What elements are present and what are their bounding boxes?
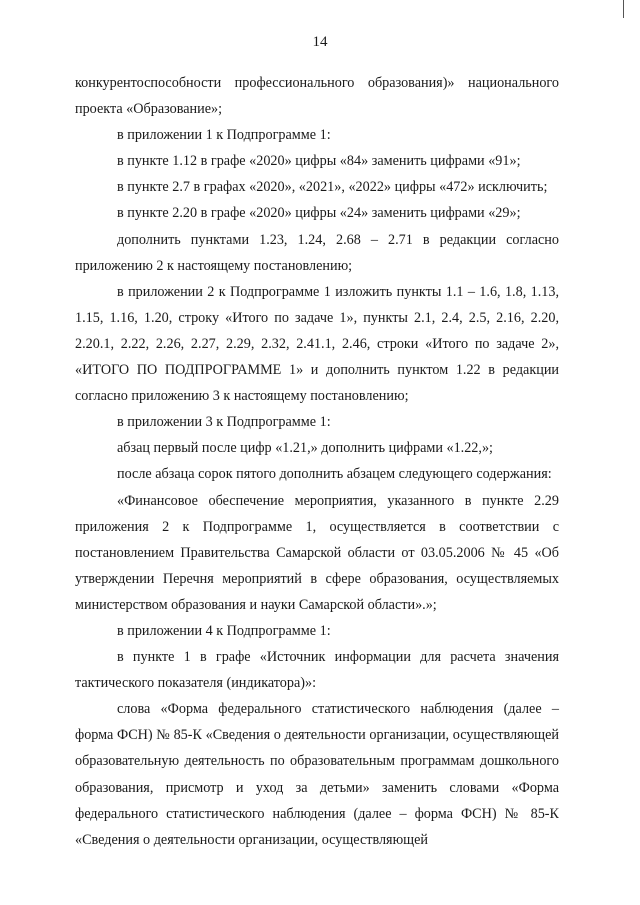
paragraph: в приложении 2 к Подпрограмме 1 изложить пункты 1.1 – 1.6, 1.8, 1.13, 1.15, 1.16, 1.20, строку «Итого по задаче 1», пункты 2.1, 2.4, 2.5, 2.16, 2.20, 2.20.1, 2.22, 2.26, 2.27, 2.29, 2.32, 2.41.1, 2.46, строки «Итого по задаче 2», «ИТОГО ПО ПОДПРОГРАММЕ 1» и дополнить пунктом 1.22 в редакции согласно приложению 3 к настоящему постановлению; bbox=[75, 283, 559, 405]
paragraph: слова «Форма федерального статистического наблюдения (далее – форма ФСН) № 85-К «Сведения о деятельности организации, осуществляющей образовательную деятельность по образовательным программам дошкольного образования, присмотр и уход за детьми» заменить словами «Форма федерального статистического наблюдения (далее – форма ФСН) № 85-К «Сведения о деятельности организации, осуществляющей bbox=[75, 701, 559, 848]
document-body bbox=[75, 70, 559, 853]
page-number: 14 bbox=[312, 34, 328, 50]
paragraph: в пункте 2.20 в графе «2020» цифры «24» заменить цифрами «29»; bbox=[117, 205, 521, 222]
paragraph: дополнить пунктами 1.23, 1.24, 2.68 – 2.71 в редакции согласно приложению 2 к настоящему постановлению; bbox=[75, 231, 559, 274]
paragraph: в приложении 4 к Подпрограмме 1: bbox=[117, 622, 331, 639]
paragraph: конкурентоспособности профессионального образования)» национального проекта «Образование»; bbox=[75, 75, 559, 118]
paragraph: в приложении 1 к Подпрограмме 1: bbox=[117, 127, 331, 144]
scan-artifact bbox=[623, 0, 624, 18]
paragraph: в пункте 2.7 в графах «2020», «2021», «2022» цифры «472» исключить; bbox=[117, 179, 548, 196]
paragraph: «Финансовое обеспечение мероприятия, указанного в пункте 2.29 приложения 2 к Подпрограмме 1, осуществляется в соответствии с постановлением Правительства Самарской области от 03.05.2006 № 45 «Об утверждении Перечня мероприятий в сфере образования, осуществляемых министерством образования и науки Самарской области».»; bbox=[75, 492, 559, 613]
paragraph: после абзаца сорок пятого дополнить абзацем следующего содержания: bbox=[117, 466, 552, 483]
paragraph: в пункте 1 в графе «Источник информации для расчета значения тактического показателя (индикатора)»: bbox=[75, 649, 559, 692]
paragraph: в пункте 1.12 в графе «2020» цифры «84» заменить цифрами «91»; bbox=[117, 153, 521, 170]
paragraph: абзац первый после цифр «1.21,» дополнить цифрами «1.22,»; bbox=[117, 440, 493, 457]
paragraph: в приложении 3 к Подпрограмме 1: bbox=[117, 414, 331, 431]
